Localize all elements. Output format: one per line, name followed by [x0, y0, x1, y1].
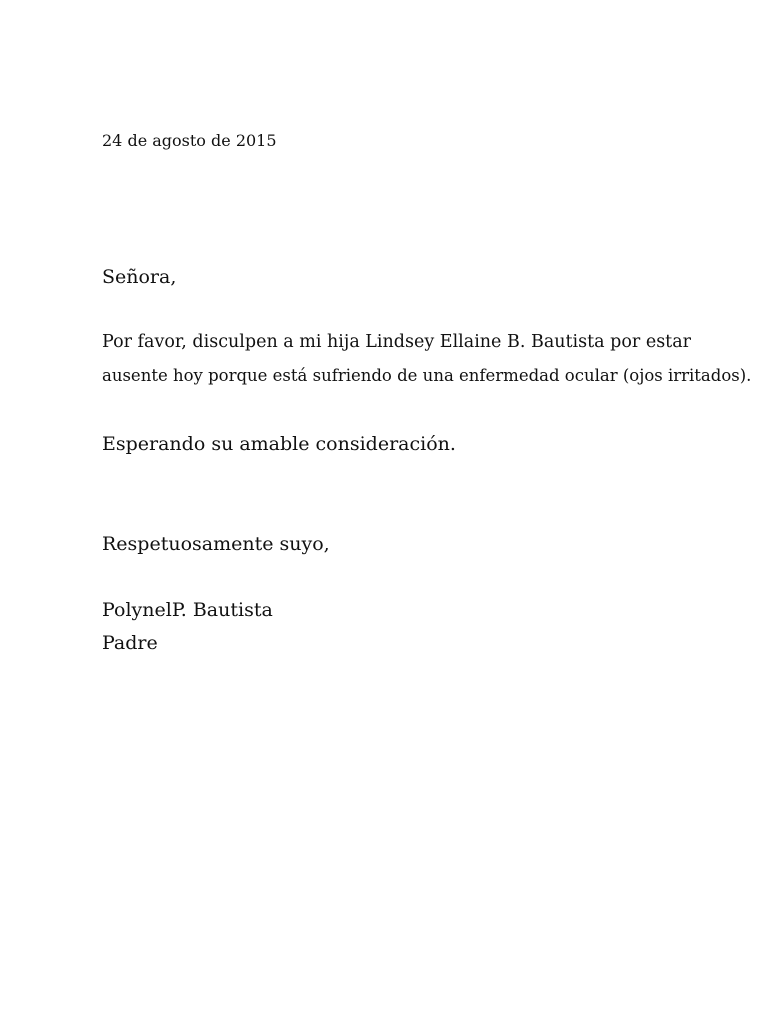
letter-date: 24 de agosto de 2015 — [102, 131, 277, 150]
letter-closing-hope: Esperando su amable consideración. — [102, 433, 456, 455]
signature-name: PolynelP. Bautista — [102, 599, 273, 621]
letter-salutation: Señora, — [102, 266, 177, 288]
letter-closing: Respetuosamente suyo, — [102, 533, 330, 555]
letter-body-line-2: ausente hoy porque está sufriendo de una enfermedad ocular (ojos irritados). — [102, 366, 752, 385]
letter-body-line-1: Por favor, disculpen a mi hija Lindsey Ellaine B. Bautista por estar — [102, 332, 692, 352]
signature-role: Padre — [102, 632, 158, 654]
